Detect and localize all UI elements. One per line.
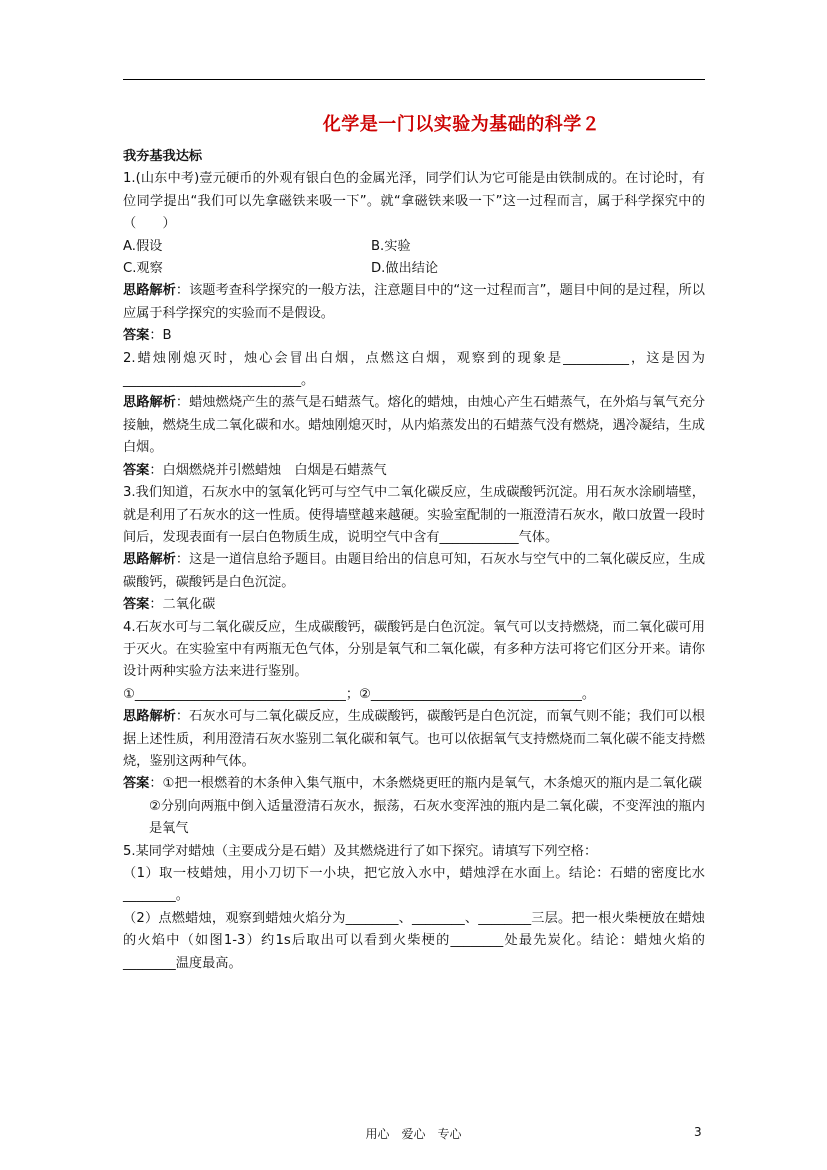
header-rule: [123, 79, 705, 80]
answer-label: 答案: [123, 328, 150, 344]
analysis-label: 思路解析: [123, 552, 176, 568]
q4-analysis: [123, 706, 705, 773]
q4-blanks: ①________________________________；②________________________________。: [123, 686, 596, 702]
section-heading: 我夯基我达标: [123, 149, 203, 164]
page-title: 化学是一门以实验为基础的科学２: [322, 114, 601, 135]
q4-answer: [123, 773, 705, 795]
answer-text: ：白烟燃烧并引燃蜡烛 白烟是石蜡蒸气: [149, 462, 387, 478]
q5-part-2: （2）点燃蜡烛，观察到蜡烛火焰分为________、________、________三层。把一根火柴梗放在蜡烛的火焰中（如图1-3）约1s后取出可以看到火柴梗的________处最先炭化。结论：蜡烛火焰的________温度最高。: [123, 910, 705, 971]
q3-analysis: [123, 549, 705, 594]
analysis-text: ：石灰水可与二氧化碳反应，生成碳酸钙，碳酸钙是白色沉淀，而氧气则不能；我们可以根据上述性质，利用澄清石灰水鉴别二氧化碳和氧气。也可以依据氧气支持燃烧而二氧化碳不能支持燃烧，鉴别这两种气体。: [123, 709, 706, 769]
analysis-label: 思路解析: [123, 283, 176, 299]
question-4: 4.石灰水可与二氧化碳反应，生成碳酸钙，碳酸钙是白色沉淀。氧气可以支持燃烧，而二氧化碳可用于灭火。在实验室中有两瓶无色气体，分别是氧气和二氧化碳，有多种方法可将它们区分开来。请你设计两种实验方法来进行鉴别。: [123, 619, 705, 680]
q3-answer: [123, 594, 705, 616]
question-3: 3.我们知道，石灰水中的氢氧化钙可与空气中二氧化碳反应，生成碳酸钙沉淀。用石灰水涂刷墙壁，就是利用了石灰水的这一性质。使得墙壁越来越硬。实验室配制的一瓶澄清石灰水，敞口放置一段时间后，发现表面有一层白色物质生成，说明空气中含有____________气体。: [123, 485, 705, 545]
q4-answer-2: ②分别向两瓶中倒入适量澄清石灰水，振荡，石灰水变浑浊的瓶内是二氧化碳，不变浑浊的瓶内是氧气: [149, 798, 705, 837]
q2-analysis: [123, 392, 705, 459]
q1-option-b: B.实验: [371, 238, 411, 254]
q1-option-d: D.做出结论: [371, 261, 439, 277]
question-2: 2.蜡烛刚熄灭时，烛心会冒出白烟，点燃这白烟，观察到的现象是__________，这是因为___________________________。: [123, 350, 705, 389]
analysis-text: ：该题考查科学探究的一般方法，注意题目中的“这一过程而言”，题目中间的是过程，所以应属于科学探究的实验而不是假设。: [123, 283, 705, 321]
q2-answer: [123, 460, 705, 482]
q5-part-1: （1）取一枝蜡烛，用小刀切下一小块，把它放入水中，蜡烛浮在水面上。结论：石蜡的密度比水________。: [123, 866, 705, 904]
q1-option-a: A.假设: [123, 238, 163, 254]
analysis-text: ：这是一道信息给予题目。由题目给出的信息可知，石灰水与空气中的二氧化碳反应，生成碳酸钙，碳酸钙是白色沉淀。: [123, 552, 706, 590]
analysis-label: 思路解析: [123, 395, 176, 411]
q1-option-c: C.观察: [123, 261, 163, 277]
question-1: 1.(山东中考)壹元硬币的外观有银白色的金属光泽，同学们认为它可能是由铁制成的。在讨论时，有位同学提出“我们可以先拿磁铁来吸一下”。就“拿磁铁来吸一下”这一过程而言，属于科学探究中的（ ）: [123, 171, 705, 232]
analysis-text: ：蜡烛燃烧产生的蒸气是石蜡蒸气。熔化的蜡烛，由烛心产生石蜡蒸气，在外焰与氧气充分接触，燃烧生成二氧化碳和水。蜡烛刚熄灭时，从内焰蒸发出的石蜡蒸气没有燃烧，遇冷凝结，生成白烟。: [123, 395, 706, 456]
q1-analysis: [123, 280, 705, 325]
answer-label: 答案: [123, 462, 150, 478]
q1-answer: [123, 325, 705, 347]
analysis-label: 思路解析: [123, 709, 176, 725]
answer-label: 答案: [123, 597, 150, 613]
answer-text: ：B: [149, 328, 172, 344]
answer-text: ：二氧化碳: [149, 597, 216, 613]
q1-options-row-1: [123, 236, 705, 258]
document-body: [123, 146, 705, 975]
page-number: 3: [694, 1125, 702, 1139]
answer-label: 答案: [123, 776, 150, 792]
answer-text: ：①把一根燃着的木条伸入集气瓶中，木条燃烧更旺的瓶内是氧气，木条熄灭的瓶内是二氧化碳: [149, 776, 702, 792]
question-5: 5.某同学对蜡烛（主要成分是石蜡）及其燃烧进行了如下探究。请填写下列空格：: [123, 843, 598, 859]
q1-options-row-2: [123, 258, 705, 280]
page-footer: 用心 爱心 专心: [365, 1127, 462, 1141]
